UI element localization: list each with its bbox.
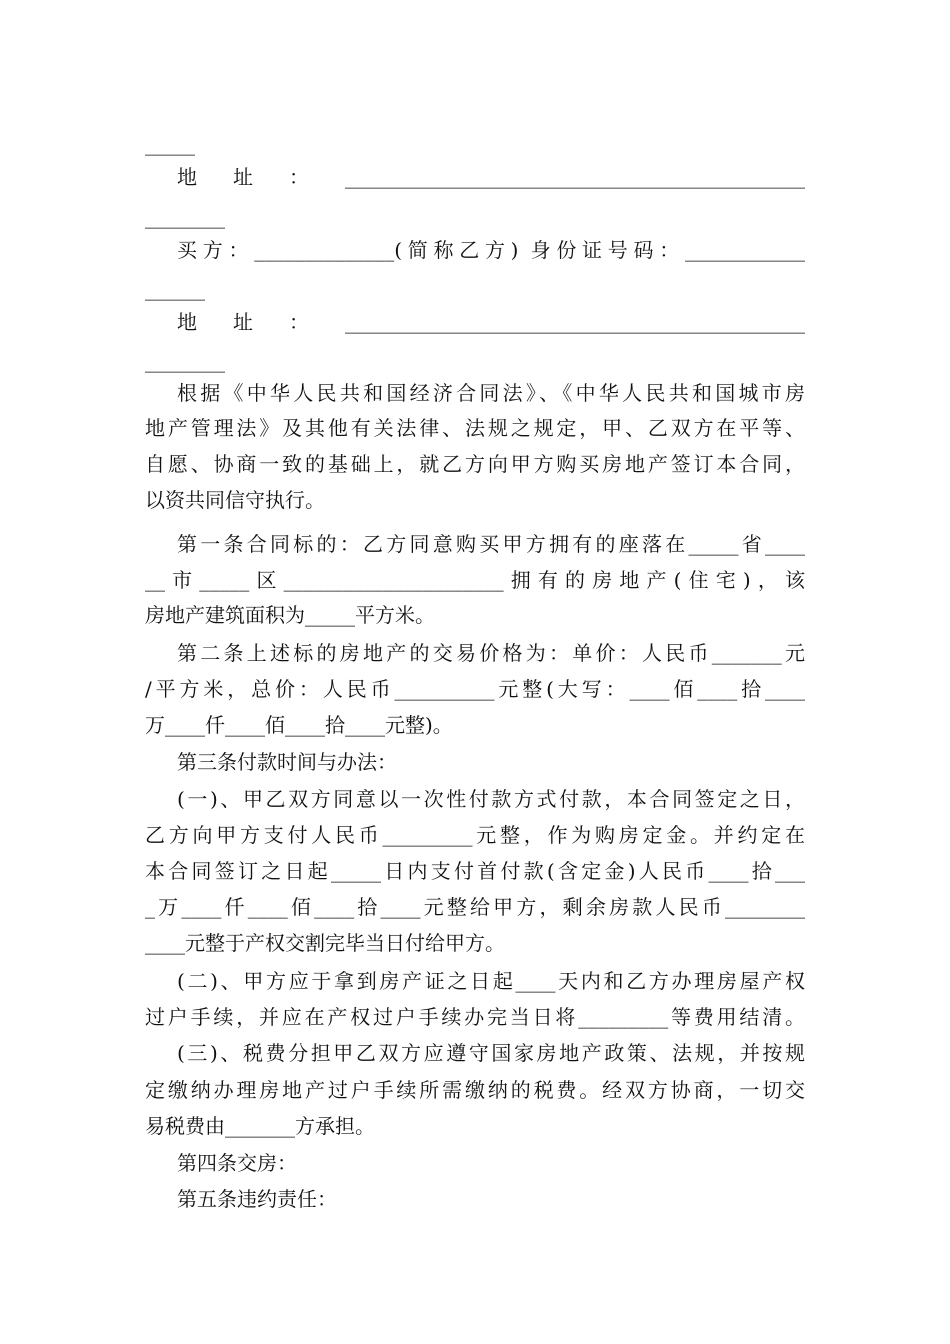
- clause-3-line: (三)、税费分担甲乙双方应遵守国家房地产政策、法规，并按规: [177, 1041, 805, 1065]
- article-2-line: /平方米，总价：人民币__________元整(大写：____佰____拾____: [145, 677, 805, 701]
- preamble-line: 以资共同信守执行。: [145, 488, 325, 512]
- article-1-line: 房地产建筑面积为_____平方米。: [145, 603, 435, 627]
- preamble-line: 地产管理法》及其他有关法律、法规之规定，甲、乙双方在平等、: [145, 416, 805, 440]
- preamble-line: 自愿、协商一致的基础上，就乙方向甲方购买房地产签订本合同，: [145, 452, 805, 476]
- clause-1-line: _万____仟____佰____拾____元整给甲方，剩余房款人民币________: [145, 895, 805, 919]
- text-line: ______: [145, 277, 205, 301]
- clause-2-line: 过户手续，并应在产权过户手续办完当日将_________等费用结清。: [145, 1005, 805, 1029]
- seller-address-line: 地址：______________________________________________: [177, 165, 805, 189]
- text-line: ________: [145, 349, 225, 373]
- clause-2-line: (二)、甲方应于拿到房产证之日起____天内和乙方办理房屋产权: [177, 969, 805, 993]
- article-1-line: 第一条合同标的：乙方同意购买甲方拥有的座落在_____省____: [177, 532, 805, 556]
- clause-1-line: ____元整于产权交割完毕当日付给甲方。: [145, 931, 505, 955]
- article-2-line: 万____仟____佰____拾____元整)。: [145, 713, 453, 737]
- clause-3-line: 易税费由_______方承担。: [145, 1114, 375, 1138]
- article-2-line: 第二条上述标的房地产的交易价格为：单价：人民币_______元: [177, 641, 805, 665]
- clause-1-line: (一)、甲乙双方同意以一次性付款方式付款，本合同签定之日，: [177, 787, 805, 811]
- clause-1-line: 乙方向甲方支付人民币_________元整，作为购房定金。并约定在: [145, 823, 805, 847]
- buyer-address-line: 地址：______________________________________________: [177, 310, 805, 334]
- text-line: _____: [145, 132, 195, 156]
- article-5-heading: 第五条违约责任：: [177, 1187, 337, 1211]
- clause-1-line: 本合同签订之日起_____日内支付首付款(含定金)人民币____拾___: [145, 859, 805, 883]
- article-4-heading: 第四条交房：: [177, 1151, 297, 1175]
- article-1-line: __市_____区______________________拥有的房地产(住宅)，该: [145, 568, 805, 592]
- clause-3-line: 定缴纳办理房地产过户手续所需缴纳的税费。经双方协商，一切交: [145, 1078, 805, 1102]
- article-3-heading: 第三条付款时间与办法：: [177, 750, 397, 774]
- buyer-line: 买方：______________(简称乙方) 身份证号码：____________: [177, 238, 805, 262]
- preamble-line: 根据《中华人民共和国经济合同法》、《中华人民共和国城市房: [177, 381, 805, 405]
- text-line: ________: [145, 205, 225, 229]
